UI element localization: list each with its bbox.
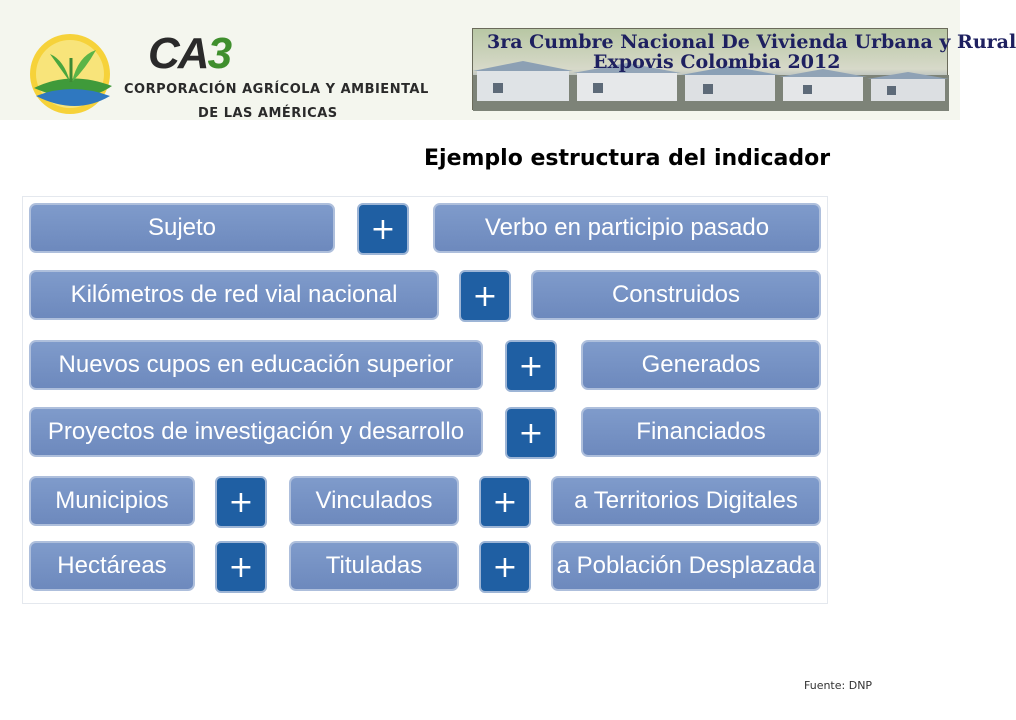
source-note: Fuente: DNP xyxy=(804,679,873,692)
banner-title-line1: 3ra Cumbre Nacional De Vivienda Urbana y Rural xyxy=(487,31,1016,53)
verb-box: Tituladas xyxy=(289,541,459,591)
sun-plant-logo-icon xyxy=(20,30,128,118)
event-banner xyxy=(472,28,1016,110)
plus-icon: + xyxy=(357,203,409,255)
subject-box: Hectáreas xyxy=(29,541,195,591)
plus-icon: + xyxy=(215,541,267,593)
plus-icon: + xyxy=(215,476,267,528)
plus-icon: + xyxy=(479,476,531,528)
indicator-structure-diagram xyxy=(22,196,828,604)
verb-box: Construidos xyxy=(531,270,821,320)
subject-box: Kilómetros de red vial nacional xyxy=(29,270,439,320)
logo-name-line1: CORPORACIÓN AGRÍCOLA Y AMBIENTAL xyxy=(124,82,429,97)
page-title: Ejemplo estructura del indicador xyxy=(424,146,831,171)
plus-icon: + xyxy=(505,340,557,392)
plus-icon: + xyxy=(479,541,531,593)
banner-title-line2: Expovis Colombia 2012 xyxy=(593,51,841,73)
subject-box: Sujeto xyxy=(29,203,335,253)
complement-box: a Población Desplazada xyxy=(551,541,821,591)
plus-icon: + xyxy=(459,270,511,322)
subject-box: Proyectos de investigación y desarrollo xyxy=(29,407,483,457)
subject-box: Nuevos cupos en educación superior xyxy=(29,340,483,390)
organization-logo xyxy=(20,28,440,120)
verb-box: Financiados xyxy=(581,407,821,457)
verb-box: Generados xyxy=(581,340,821,390)
plus-icon: + xyxy=(505,407,557,459)
logo-name-line2: DE LAS AMÉRICAS xyxy=(198,106,338,121)
logo-brand: CA3 xyxy=(148,29,231,78)
verb-box: Vinculados xyxy=(289,476,459,526)
subject-box: Municipios xyxy=(29,476,195,526)
verb-box: Verbo en participio pasado xyxy=(433,203,821,253)
complement-box: a Territorios Digitales xyxy=(551,476,821,526)
